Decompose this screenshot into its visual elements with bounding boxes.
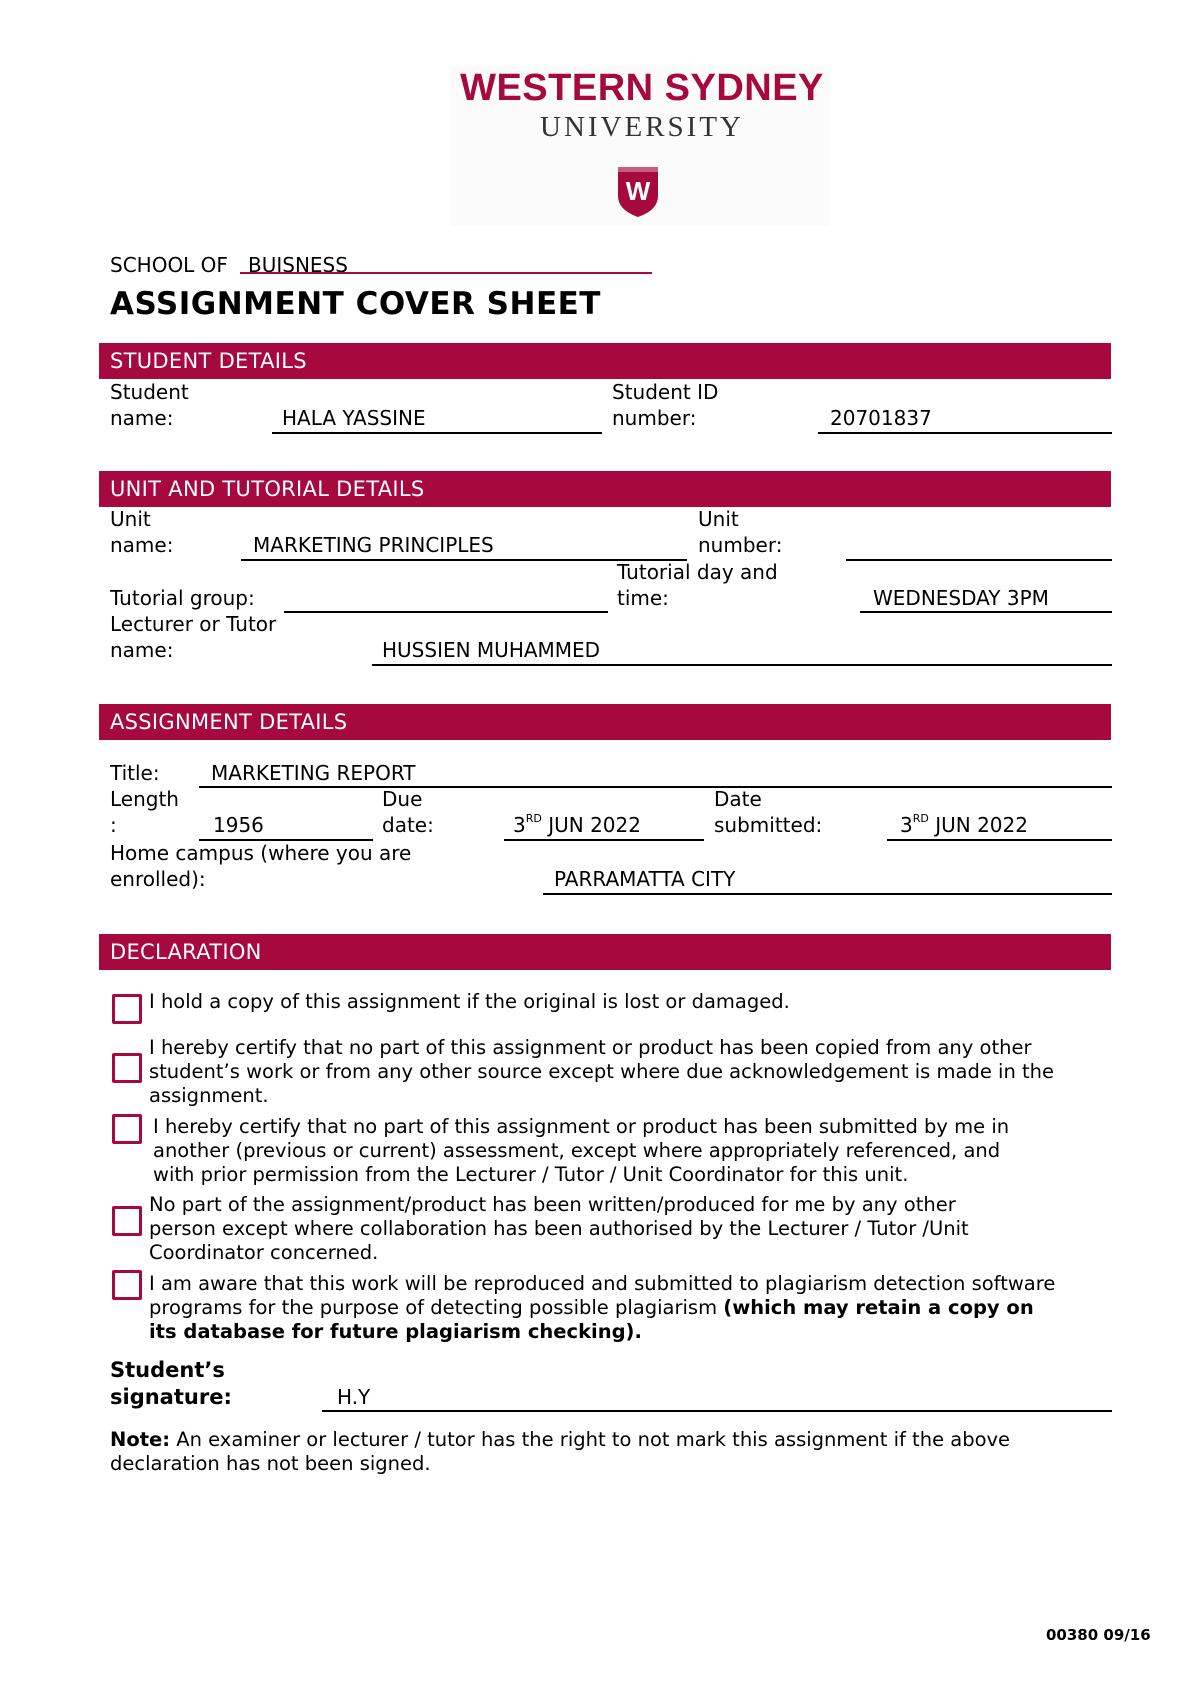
declaration-checkbox-1[interactable]	[112, 994, 142, 1024]
unit-number-label-2: number:	[698, 533, 783, 557]
student-name-label-2: name:	[110, 406, 174, 430]
school-underline	[240, 272, 652, 274]
due-date-suffix: RD	[525, 812, 542, 826]
declaration-item-2-line-3: assignment.	[149, 1084, 269, 1107]
note-text: An examiner or lecturer / tutor has the right to not mark this assignment if the above	[170, 1428, 1011, 1451]
signature-label-1: Student’s	[110, 1358, 225, 1382]
signature-label-2: signature:	[110, 1385, 232, 1409]
logo-title: WESTERN SYDNEY	[460, 67, 824, 109]
tutorial-daytime-label-2: time:	[617, 586, 669, 610]
crest-letter: W	[625, 176, 651, 206]
section-title: DECLARATION	[110, 940, 262, 964]
title-label: Title:	[110, 761, 160, 785]
due-date-label-2: date:	[382, 813, 434, 837]
campus-label-1: Home campus (where you are	[110, 841, 412, 865]
campus-label-2: enrolled):	[110, 867, 206, 891]
note-line-1	[110, 1428, 1010, 1452]
lecturer-label-1: Lecturer or Tutor	[110, 612, 277, 636]
student-id-field[interactable]	[818, 432, 1112, 434]
declaration-item-2-line-2: student’s work or from any other source except where due acknowledgement is made in the	[149, 1060, 1055, 1083]
declaration-item-5-line-1: I am aware that this work will be reproduced and submitted to plagiarism detection software	[149, 1272, 1056, 1295]
lecturer-field[interactable]	[372, 664, 1112, 666]
university-crest-icon	[617, 166, 659, 218]
school-label: SCHOOL OF	[110, 253, 228, 277]
section-title: STUDENT DETAILS	[110, 349, 307, 373]
student-name-field[interactable]	[272, 432, 602, 434]
note-label: Note:	[110, 1428, 171, 1451]
tutorial-daytime-label-1: Tutorial day and	[617, 560, 778, 584]
unit-details-header	[99, 471, 1111, 507]
unit-name-value[interactable]: MARKETING PRINCIPLES	[253, 533, 494, 557]
declaration-header	[99, 934, 1111, 970]
signature-value[interactable]: H.Y	[337, 1385, 371, 1409]
declaration-item-4-line-2: person except where collaboration has been authorised by the Lecturer / Tutor /Unit	[149, 1217, 969, 1240]
title-value[interactable]: MARKETING REPORT	[211, 761, 416, 785]
student-name-label-1: Student	[110, 380, 189, 404]
declaration-item-3-line-2: another (previous or current) assessment, except where appropriately referenced, and	[153, 1139, 1001, 1162]
due-date-field[interactable]	[504, 839, 704, 841]
declaration-item-5-bold: (which may retain a copy on	[723, 1296, 1034, 1319]
student-details-header	[99, 343, 1111, 379]
declaration-item-5-line-2	[149, 1296, 1034, 1320]
declaration-item-1: I hold a copy of this assignment if the original is lost or damaged.	[149, 990, 790, 1013]
declaration-item-3-line-3: with prior permission from the Lecturer / Tutor / Unit Coordinator for this unit.	[153, 1163, 909, 1186]
due-date-value[interactable]	[513, 812, 641, 838]
form-code: 00380 09/16	[1046, 1626, 1151, 1644]
declaration-item-5-plain: programs for the purpose of detecting possible plagiarism	[149, 1296, 724, 1319]
declaration-item-2-line-1: I hereby certify that no part of this assignment or product has been copied from any other	[149, 1036, 1032, 1059]
declaration-checkbox-2[interactable]	[112, 1053, 142, 1083]
section-title: ASSIGNMENT DETAILS	[110, 710, 348, 734]
length-label-2: :	[110, 813, 117, 837]
declaration-item-4-line-1: No part of the assignment/product has been written/produced for me by any other	[149, 1193, 956, 1216]
unit-number-field[interactable]	[846, 559, 1112, 561]
title-field[interactable]	[199, 786, 1112, 788]
campus-field[interactable]	[543, 893, 1112, 895]
declaration-item-3-line-1: I hereby certify that no part of this assignment or product has been submitted by me in	[153, 1115, 1010, 1138]
due-date-label-1: Due	[382, 787, 423, 811]
length-label-1: Length	[110, 787, 179, 811]
due-date-day: 3	[513, 813, 526, 837]
submitted-date-field[interactable]	[887, 839, 1112, 841]
tutorial-daytime-field[interactable]	[860, 611, 1112, 613]
logo-subtitle: UNIVERSITY	[540, 111, 744, 143]
student-id-value[interactable]: 20701837	[830, 406, 932, 430]
student-id-label-2: number:	[612, 406, 697, 430]
section-title: UNIT AND TUTORIAL DETAILS	[110, 477, 425, 501]
tutorial-group-label: Tutorial group:	[110, 586, 255, 610]
tutorial-daytime-value[interactable]: WEDNESDAY 3PM	[873, 586, 1049, 610]
campus-value[interactable]: PARRAMATTA CITY	[554, 867, 736, 891]
page-title: ASSIGNMENT COVER SHEET	[110, 286, 601, 322]
declaration-checkbox-4[interactable]	[112, 1206, 142, 1236]
signature-field[interactable]	[322, 1410, 1112, 1412]
school-value[interactable]: BUISNESS	[248, 253, 348, 277]
submitted-label-1: Date	[714, 787, 762, 811]
note-line-2: declaration has not been signed.	[110, 1452, 431, 1475]
unit-number-label-1: Unit	[698, 507, 739, 531]
unit-name-label-1: Unit	[110, 507, 151, 531]
submitted-date-rest: JUN 2022	[928, 813, 1028, 837]
tutorial-group-field[interactable]	[284, 611, 608, 613]
student-name-value[interactable]: HALA YASSINE	[282, 406, 426, 430]
lecturer-label-2: name:	[110, 638, 174, 662]
due-date-rest: JUN 2022	[541, 813, 641, 837]
assignment-details-header	[99, 704, 1111, 740]
submitted-date-day: 3	[900, 813, 913, 837]
student-id-label-1: Student ID	[612, 380, 719, 404]
declaration-item-5-line-3: its database for future plagiarism checking).	[149, 1320, 642, 1343]
declaration-item-4-line-3: Coordinator concerned.	[149, 1241, 379, 1264]
lecturer-value[interactable]: HUSSIEN MUHAMMED	[382, 638, 601, 662]
declaration-checkbox-3[interactable]	[112, 1114, 142, 1144]
declaration-checkbox-5[interactable]	[112, 1270, 142, 1300]
submitted-label-2: submitted:	[714, 813, 823, 837]
submitted-date-suffix: RD	[912, 812, 929, 826]
submitted-date-value[interactable]	[900, 812, 1028, 838]
unit-name-label-2: name:	[110, 533, 174, 557]
length-value[interactable]: 1956	[213, 813, 264, 837]
